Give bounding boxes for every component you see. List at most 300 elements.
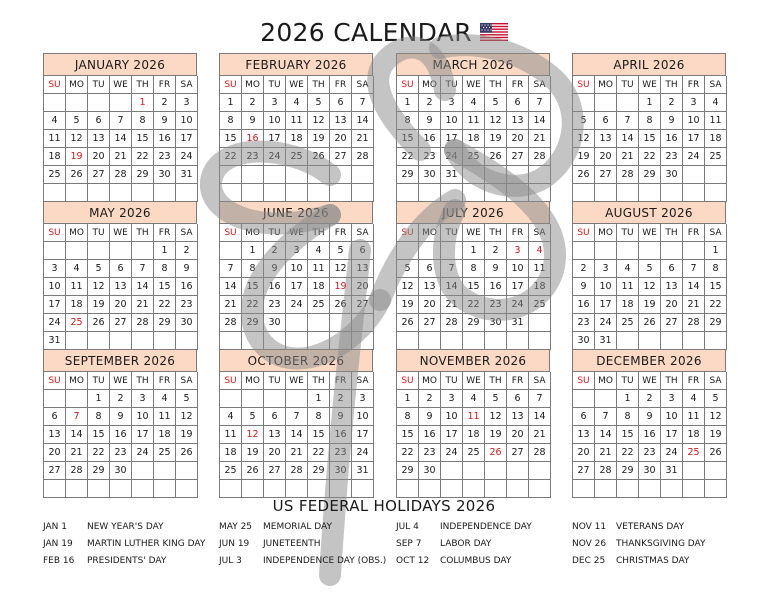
month-september bbox=[43, 349, 197, 498]
day-cell: 8 bbox=[397, 408, 419, 426]
day-cell: 2 bbox=[264, 242, 286, 260]
empty-day-cell bbox=[529, 462, 551, 480]
day-cell: 21 bbox=[66, 444, 88, 462]
day-cell: 12 bbox=[88, 278, 110, 296]
empty-day-cell bbox=[485, 166, 507, 184]
empty-day-cell bbox=[176, 462, 198, 480]
day-cell: 15 bbox=[88, 426, 110, 444]
month-january bbox=[43, 53, 197, 202]
holiday-date: FEB 16 bbox=[43, 555, 75, 566]
day-cell: 29 bbox=[617, 462, 639, 480]
day-cell: 9 bbox=[110, 408, 132, 426]
day-cell: 28 bbox=[352, 148, 374, 166]
weekday-label: TU bbox=[441, 224, 463, 242]
weekday-label: MO bbox=[242, 372, 264, 390]
empty-day-cell bbox=[573, 390, 595, 408]
day-cell: 6 bbox=[661, 260, 683, 278]
day-cell: 2 bbox=[661, 94, 683, 112]
day-cell: 17 bbox=[44, 296, 66, 314]
day-cell: 10 bbox=[661, 408, 683, 426]
day-cell: 8 bbox=[705, 260, 727, 278]
day-cell: 31 bbox=[44, 332, 66, 350]
empty-day-cell bbox=[441, 480, 463, 498]
day-cell: 19 bbox=[485, 426, 507, 444]
empty-day-cell bbox=[330, 480, 352, 498]
month-july bbox=[396, 201, 550, 350]
day-cell: 10 bbox=[352, 408, 374, 426]
day-cell: 4 bbox=[286, 94, 308, 112]
day-cell: 25 bbox=[683, 444, 705, 462]
day-cell: 30 bbox=[573, 332, 595, 350]
day-cell: 7 bbox=[66, 408, 88, 426]
day-cell: 13 bbox=[507, 408, 529, 426]
day-cell: 12 bbox=[397, 278, 419, 296]
weekday-label: SU bbox=[573, 372, 595, 390]
empty-day-cell bbox=[683, 480, 705, 498]
day-cell: 17 bbox=[132, 426, 154, 444]
day-cell: 19 bbox=[573, 148, 595, 166]
day-cell: 12 bbox=[330, 260, 352, 278]
day-cell: 27 bbox=[330, 148, 352, 166]
weekday-label: SA bbox=[705, 224, 727, 242]
day-cell: 17 bbox=[595, 296, 617, 314]
holiday-name: CHRISTMAS DAY bbox=[616, 555, 690, 566]
day-cell: 26 bbox=[242, 462, 264, 480]
day-cell: 25 bbox=[705, 148, 727, 166]
holiday-name: MEMORIAL DAY bbox=[263, 521, 332, 532]
empty-day-cell bbox=[507, 462, 529, 480]
month-october bbox=[219, 349, 373, 498]
weekday-label: FR bbox=[154, 372, 176, 390]
weekday-label: FR bbox=[154, 76, 176, 94]
holiday-row bbox=[396, 518, 576, 535]
day-cell: 9 bbox=[419, 408, 441, 426]
day-cell: 24 bbox=[44, 314, 66, 332]
holiday-name: PRESIDENTS' DAY bbox=[87, 555, 167, 566]
day-cell: 19 bbox=[639, 296, 661, 314]
empty-day-cell bbox=[397, 184, 419, 202]
day-grid bbox=[396, 224, 550, 350]
empty-day-cell bbox=[661, 242, 683, 260]
month-title: SEPTEMBER 2026 bbox=[43, 349, 197, 372]
weekday-label: WE bbox=[639, 76, 661, 94]
day-cell: 21 bbox=[529, 426, 551, 444]
empty-day-cell bbox=[242, 166, 264, 184]
holiday-row bbox=[43, 552, 223, 569]
holiday-date: NOV 26 bbox=[572, 538, 607, 549]
day-cell: 27 bbox=[110, 314, 132, 332]
empty-day-cell bbox=[308, 314, 330, 332]
day-cell: 6 bbox=[507, 94, 529, 112]
empty-day-cell bbox=[639, 242, 661, 260]
day-cell: 27 bbox=[88, 166, 110, 184]
empty-day-cell bbox=[595, 242, 617, 260]
day-cell: 1 bbox=[132, 94, 154, 112]
day-cell: 20 bbox=[264, 444, 286, 462]
empty-day-cell bbox=[286, 480, 308, 498]
day-cell: 28 bbox=[529, 444, 551, 462]
day-cell: 10 bbox=[595, 278, 617, 296]
weekday-label: FR bbox=[683, 76, 705, 94]
day-cell: 17 bbox=[352, 426, 374, 444]
day-cell: 15 bbox=[132, 130, 154, 148]
empty-day-cell bbox=[463, 184, 485, 202]
month-title: OCTOBER 2026 bbox=[219, 349, 373, 372]
day-cell: 13 bbox=[595, 130, 617, 148]
day-cell: 22 bbox=[705, 296, 727, 314]
empty-day-cell bbox=[441, 332, 463, 350]
weekday-label: WE bbox=[110, 224, 132, 242]
day-cell: 7 bbox=[595, 408, 617, 426]
day-cell: 9 bbox=[639, 408, 661, 426]
holiday-date: JUL 4 bbox=[396, 521, 419, 532]
day-cell: 5 bbox=[66, 112, 88, 130]
day-cell: 8 bbox=[397, 112, 419, 130]
day-cell: 24 bbox=[286, 296, 308, 314]
weekday-label: SA bbox=[352, 76, 374, 94]
day-cell: 4 bbox=[66, 260, 88, 278]
day-cell: 28 bbox=[220, 314, 242, 332]
day-cell: 1 bbox=[397, 94, 419, 112]
day-cell: 4 bbox=[617, 260, 639, 278]
empty-day-cell bbox=[132, 480, 154, 498]
day-cell: 29 bbox=[88, 462, 110, 480]
day-cell: 21 bbox=[529, 130, 551, 148]
day-cell: 7 bbox=[683, 260, 705, 278]
empty-day-cell bbox=[683, 332, 705, 350]
day-cell: 1 bbox=[88, 390, 110, 408]
holiday-column bbox=[43, 518, 223, 569]
day-cell: 18 bbox=[220, 444, 242, 462]
month-title: APRIL 2026 bbox=[572, 53, 726, 76]
day-cell: 28 bbox=[595, 462, 617, 480]
weekday-label: SA bbox=[352, 372, 374, 390]
empty-day-cell bbox=[485, 184, 507, 202]
empty-day-cell bbox=[44, 480, 66, 498]
day-cell: 9 bbox=[242, 112, 264, 130]
empty-day-cell bbox=[485, 480, 507, 498]
day-cell: 27 bbox=[595, 166, 617, 184]
day-cell: 10 bbox=[176, 112, 198, 130]
day-cell: 21 bbox=[132, 296, 154, 314]
day-cell: 28 bbox=[617, 166, 639, 184]
day-cell: 1 bbox=[463, 242, 485, 260]
holiday-row bbox=[572, 518, 752, 535]
empty-day-cell bbox=[705, 480, 727, 498]
day-cell: 6 bbox=[573, 408, 595, 426]
day-cell: 17 bbox=[441, 426, 463, 444]
day-cell: 21 bbox=[286, 444, 308, 462]
month-title: DECEMBER 2026 bbox=[572, 349, 726, 372]
empty-day-cell bbox=[154, 184, 176, 202]
day-cell: 28 bbox=[286, 462, 308, 480]
day-cell: 26 bbox=[66, 166, 88, 184]
day-cell: 27 bbox=[507, 444, 529, 462]
day-cell: 18 bbox=[683, 426, 705, 444]
day-cell: 13 bbox=[507, 112, 529, 130]
day-cell: 11 bbox=[617, 278, 639, 296]
day-cell: 5 bbox=[308, 94, 330, 112]
day-cell: 16 bbox=[110, 426, 132, 444]
day-cell: 30 bbox=[176, 314, 198, 332]
day-cell: 30 bbox=[110, 462, 132, 480]
day-cell: 5 bbox=[705, 390, 727, 408]
day-cell: 13 bbox=[110, 278, 132, 296]
day-cell: 14 bbox=[132, 278, 154, 296]
weekday-label: SU bbox=[220, 372, 242, 390]
day-cell: 22 bbox=[220, 148, 242, 166]
day-cell: 10 bbox=[286, 260, 308, 278]
empty-day-cell bbox=[419, 184, 441, 202]
weekday-label: SU bbox=[397, 224, 419, 242]
day-cell: 25 bbox=[44, 166, 66, 184]
page-title: 2026 CALENDAR bbox=[260, 17, 472, 47]
day-cell: 31 bbox=[176, 166, 198, 184]
day-cell: 12 bbox=[573, 130, 595, 148]
day-cell: 12 bbox=[639, 278, 661, 296]
day-cell: 6 bbox=[419, 260, 441, 278]
day-cell: 21 bbox=[110, 148, 132, 166]
weekday-label: SA bbox=[176, 76, 198, 94]
holiday-row bbox=[219, 552, 399, 569]
day-cell: 29 bbox=[705, 314, 727, 332]
day-cell: 4 bbox=[463, 94, 485, 112]
weekday-label: FR bbox=[154, 224, 176, 242]
day-cell: 20 bbox=[352, 278, 374, 296]
day-cell: 11 bbox=[220, 426, 242, 444]
day-cell: 7 bbox=[441, 260, 463, 278]
weekday-label: MO bbox=[66, 224, 88, 242]
weekday-label: TH bbox=[661, 224, 683, 242]
holiday-date: JAN 19 bbox=[43, 538, 73, 549]
empty-day-cell bbox=[529, 166, 551, 184]
empty-day-cell bbox=[463, 166, 485, 184]
day-cell: 3 bbox=[441, 390, 463, 408]
day-cell: 2 bbox=[573, 260, 595, 278]
day-cell: 19 bbox=[242, 444, 264, 462]
empty-day-cell bbox=[529, 332, 551, 350]
day-cell: 16 bbox=[419, 426, 441, 444]
weekday-label: TH bbox=[485, 76, 507, 94]
day-cell: 3 bbox=[264, 94, 286, 112]
day-cell: 4 bbox=[463, 390, 485, 408]
day-cell: 9 bbox=[176, 260, 198, 278]
empty-day-cell bbox=[308, 480, 330, 498]
day-grid bbox=[43, 372, 197, 498]
empty-day-cell bbox=[419, 242, 441, 260]
day-cell: 26 bbox=[485, 444, 507, 462]
weekday-label: TH bbox=[661, 372, 683, 390]
day-cell: 19 bbox=[330, 278, 352, 296]
holiday-row bbox=[572, 552, 752, 569]
weekday-label: FR bbox=[683, 224, 705, 242]
weekday-label: MO bbox=[595, 372, 617, 390]
empty-day-cell bbox=[88, 184, 110, 202]
day-cell: 15 bbox=[617, 426, 639, 444]
day-cell: 23 bbox=[639, 444, 661, 462]
empty-day-cell bbox=[264, 184, 286, 202]
day-cell: 11 bbox=[529, 260, 551, 278]
month-november bbox=[396, 349, 550, 498]
day-cell: 4 bbox=[705, 94, 727, 112]
day-cell: 26 bbox=[639, 314, 661, 332]
day-cell: 26 bbox=[88, 314, 110, 332]
day-cell: 15 bbox=[397, 426, 419, 444]
holiday-name: JUNETEENTH bbox=[263, 538, 321, 549]
holiday-date: JUL 3 bbox=[219, 555, 242, 566]
holiday-name: VETERANS DAY bbox=[616, 521, 685, 532]
day-cell: 24 bbox=[507, 296, 529, 314]
empty-day-cell bbox=[286, 332, 308, 350]
empty-day-cell bbox=[397, 332, 419, 350]
day-cell: 18 bbox=[308, 278, 330, 296]
day-cell: 2 bbox=[176, 242, 198, 260]
day-cell: 19 bbox=[66, 148, 88, 166]
empty-day-cell bbox=[88, 242, 110, 260]
day-cell: 12 bbox=[308, 112, 330, 130]
empty-day-cell bbox=[242, 184, 264, 202]
day-cell: 14 bbox=[441, 278, 463, 296]
day-cell: 4 bbox=[529, 242, 551, 260]
holiday-date: JAN 1 bbox=[43, 521, 67, 532]
month-title: MAY 2026 bbox=[43, 201, 197, 224]
day-cell: 30 bbox=[330, 462, 352, 480]
weekday-label: SU bbox=[44, 224, 66, 242]
day-cell: 30 bbox=[264, 314, 286, 332]
day-cell: 2 bbox=[485, 242, 507, 260]
empty-day-cell bbox=[242, 332, 264, 350]
weekday-label: MO bbox=[595, 224, 617, 242]
day-cell: 6 bbox=[264, 408, 286, 426]
day-cell: 4 bbox=[44, 112, 66, 130]
day-cell: 19 bbox=[397, 296, 419, 314]
empty-day-cell bbox=[220, 184, 242, 202]
day-cell: 16 bbox=[419, 130, 441, 148]
day-cell: 13 bbox=[44, 426, 66, 444]
weekday-label: FR bbox=[330, 76, 352, 94]
weekday-label: TH bbox=[485, 224, 507, 242]
empty-day-cell bbox=[639, 184, 661, 202]
day-cell: 5 bbox=[485, 390, 507, 408]
empty-day-cell bbox=[66, 390, 88, 408]
month-march bbox=[396, 53, 550, 202]
day-cell: 25 bbox=[154, 444, 176, 462]
day-cell: 16 bbox=[330, 426, 352, 444]
day-cell: 16 bbox=[154, 130, 176, 148]
day-cell: 7 bbox=[110, 112, 132, 130]
day-cell: 22 bbox=[397, 444, 419, 462]
empty-day-cell bbox=[419, 332, 441, 350]
empty-day-cell bbox=[286, 166, 308, 184]
day-cell: 20 bbox=[573, 444, 595, 462]
weekday-label: TH bbox=[485, 372, 507, 390]
day-cell: 7 bbox=[286, 408, 308, 426]
day-cell: 28 bbox=[441, 314, 463, 332]
empty-day-cell bbox=[529, 314, 551, 332]
empty-day-cell bbox=[110, 94, 132, 112]
empty-day-cell bbox=[507, 332, 529, 350]
empty-day-cell bbox=[132, 462, 154, 480]
day-cell: 16 bbox=[264, 278, 286, 296]
empty-day-cell bbox=[683, 166, 705, 184]
empty-day-cell bbox=[507, 480, 529, 498]
day-cell: 31 bbox=[595, 332, 617, 350]
empty-day-cell bbox=[220, 242, 242, 260]
empty-day-cell bbox=[705, 184, 727, 202]
day-cell: 20 bbox=[330, 130, 352, 148]
empty-day-cell bbox=[352, 184, 374, 202]
empty-day-cell bbox=[176, 184, 198, 202]
day-cell: 8 bbox=[132, 112, 154, 130]
holiday-column bbox=[219, 518, 399, 569]
weekday-label: SA bbox=[529, 224, 551, 242]
empty-day-cell bbox=[330, 332, 352, 350]
day-cell: 13 bbox=[330, 112, 352, 130]
empty-day-cell bbox=[529, 480, 551, 498]
day-grid bbox=[43, 76, 197, 202]
empty-day-cell bbox=[286, 390, 308, 408]
day-cell: 22 bbox=[132, 148, 154, 166]
empty-day-cell bbox=[330, 184, 352, 202]
day-cell: 1 bbox=[397, 390, 419, 408]
weekday-label: TH bbox=[132, 76, 154, 94]
empty-day-cell bbox=[463, 332, 485, 350]
empty-day-cell bbox=[88, 332, 110, 350]
month-february bbox=[219, 53, 373, 202]
day-cell: 9 bbox=[419, 112, 441, 130]
day-grid bbox=[219, 76, 373, 202]
day-cell: 28 bbox=[529, 148, 551, 166]
weekday-label: TU bbox=[88, 224, 110, 242]
empty-day-cell bbox=[286, 314, 308, 332]
day-cell: 5 bbox=[330, 242, 352, 260]
day-cell: 18 bbox=[705, 130, 727, 148]
day-cell: 2 bbox=[330, 390, 352, 408]
holiday-date: OCT 12 bbox=[396, 555, 430, 566]
weekday-label: TU bbox=[264, 76, 286, 94]
day-cell: 31 bbox=[441, 166, 463, 184]
weekday-label: MO bbox=[242, 224, 264, 242]
day-cell: 14 bbox=[220, 278, 242, 296]
day-cell: 11 bbox=[44, 130, 66, 148]
weekday-label: MO bbox=[419, 224, 441, 242]
month-title: JUNE 2026 bbox=[219, 201, 373, 224]
empty-day-cell bbox=[639, 480, 661, 498]
day-cell: 8 bbox=[88, 408, 110, 426]
day-cell: 1 bbox=[705, 242, 727, 260]
day-cell: 1 bbox=[617, 390, 639, 408]
day-grid bbox=[43, 224, 197, 350]
day-cell: 24 bbox=[441, 444, 463, 462]
month-title: FEBRUARY 2026 bbox=[219, 53, 373, 76]
weekday-label: TU bbox=[617, 372, 639, 390]
weekday-label: FR bbox=[330, 372, 352, 390]
day-cell: 14 bbox=[66, 426, 88, 444]
day-cell: 3 bbox=[352, 390, 374, 408]
empty-day-cell bbox=[617, 332, 639, 350]
month-title: AUGUST 2026 bbox=[572, 201, 726, 224]
empty-day-cell bbox=[507, 184, 529, 202]
day-cell: 20 bbox=[88, 148, 110, 166]
weekday-label: FR bbox=[330, 224, 352, 242]
day-cell: 21 bbox=[683, 296, 705, 314]
day-cell: 14 bbox=[595, 426, 617, 444]
weekday-label: SU bbox=[220, 76, 242, 94]
day-cell: 25 bbox=[463, 444, 485, 462]
day-cell: 6 bbox=[595, 112, 617, 130]
day-cell: 8 bbox=[617, 408, 639, 426]
day-cell: 29 bbox=[242, 314, 264, 332]
